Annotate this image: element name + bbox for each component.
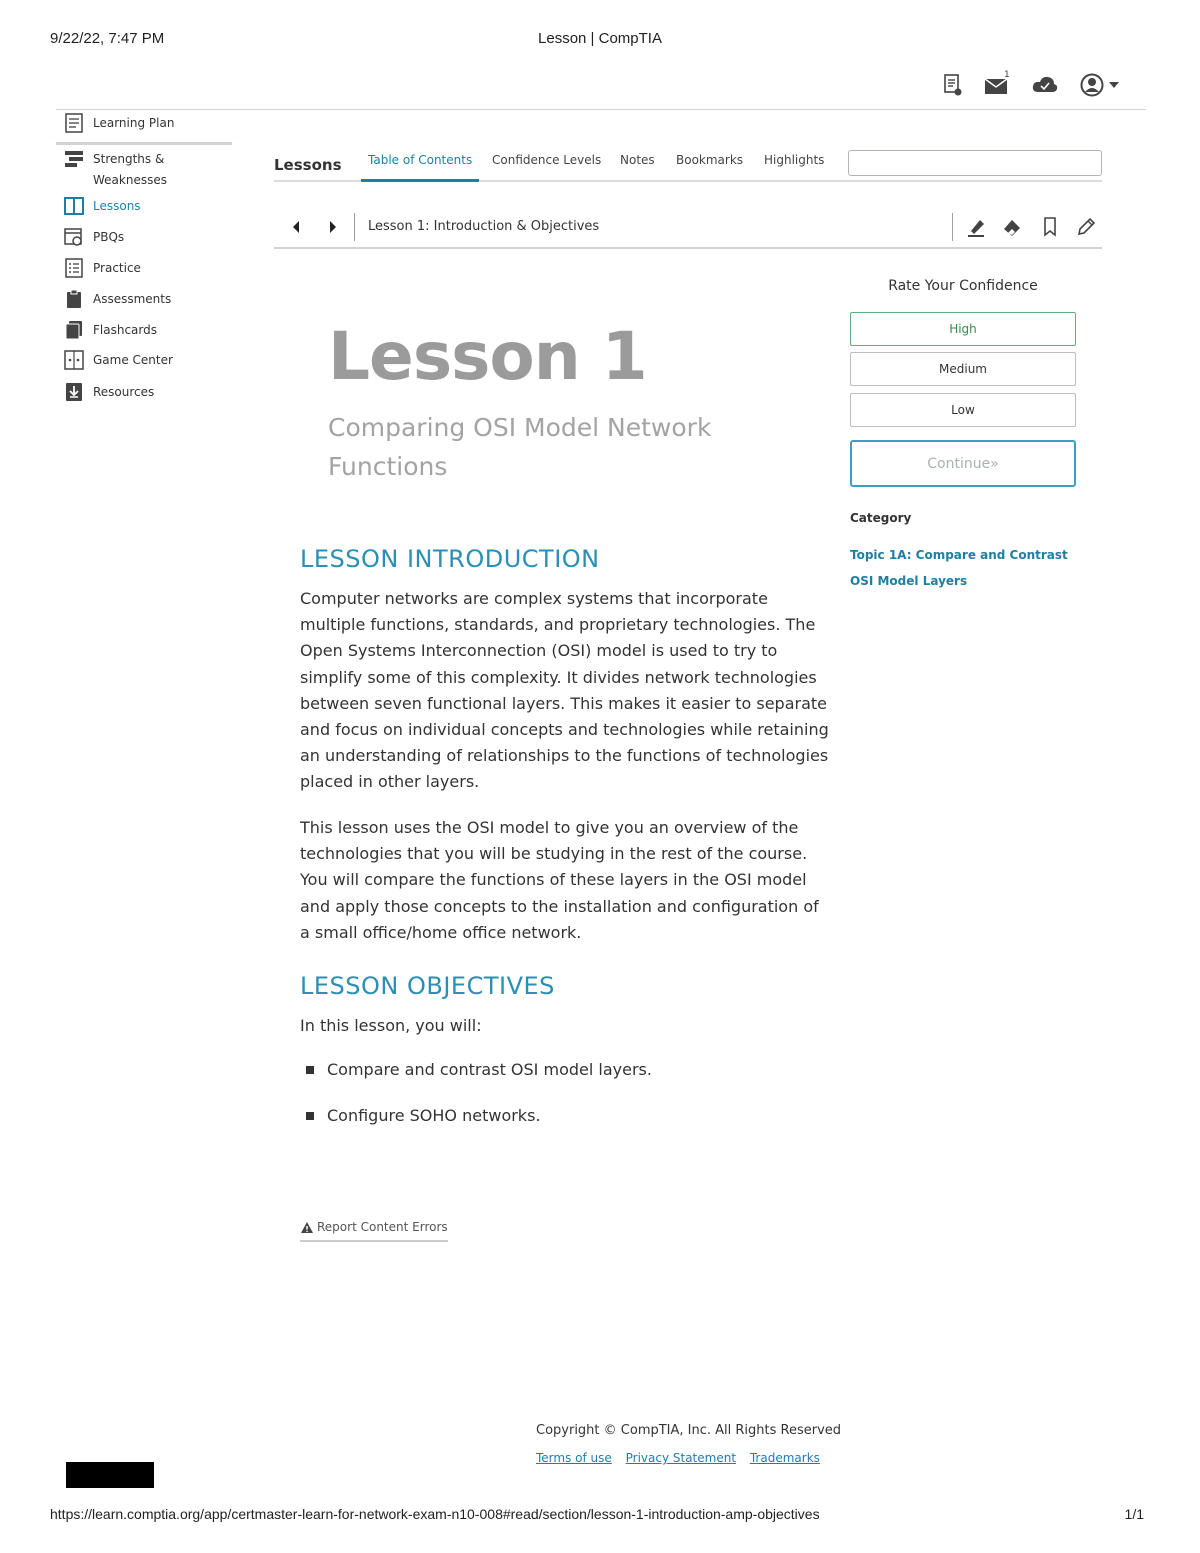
clipboard-icon: [64, 289, 84, 309]
tab-bookmarks[interactable]: Bookmarks: [676, 153, 744, 167]
category-label: Category: [850, 511, 912, 525]
objective-text: Compare and contrast OSI model layers.: [327, 1060, 652, 1079]
strengths-icon: [64, 149, 84, 169]
sidebar-item-label: Strengths & Weaknesses: [93, 152, 167, 187]
print-url: https://learn.comptia.org/app/certmaster-learn-for-network-exam-n10-008#read/section/lesson-1-introduction-amp-objectives: [50, 1506, 820, 1522]
learning-plan-icon: [64, 113, 84, 133]
sidebar-item-label: Assessments: [93, 292, 172, 306]
rate-confidence-title: Rate Your Confidence: [888, 278, 1038, 294]
tools-divider: [952, 213, 953, 241]
bookmark-icon[interactable]: [1038, 215, 1062, 239]
top-bar: [56, 64, 1146, 110]
practice-icon: [64, 258, 84, 278]
tab-confidence-levels[interactable]: Confidence Levels: [492, 153, 602, 167]
user-account-icon[interactable]: [1078, 70, 1124, 100]
game-icon: [64, 350, 84, 370]
inbox-badge: 1: [1004, 70, 1010, 80]
print-title: Lesson | CompTIA: [538, 30, 662, 47]
tab-notes[interactable]: Notes: [620, 153, 655, 167]
nav-divider: [354, 213, 355, 241]
sidebar-item-label: Learning Plan: [93, 116, 175, 130]
eraser-icon[interactable]: [1000, 215, 1024, 239]
lesson-tabs-bar: [274, 140, 1102, 182]
terms-of-use-link[interactable]: Terms of use: [536, 1451, 612, 1465]
confidence-medium-button[interactable]: Medium: [850, 352, 1076, 386]
sidebar-item-label: PBQs: [93, 230, 125, 244]
objective-text: Configure SOHO networks.: [327, 1106, 541, 1125]
inbox-icon[interactable]: [982, 70, 1012, 100]
download-icon: [64, 382, 84, 402]
sidebar-item-label: Practice: [93, 261, 141, 275]
footer-links: [536, 1451, 830, 1465]
intro-paragraph-1: Computer networks are complex systems that incorporate multiple functions, standards, and proprietary technologies. The Open Systems Interconnection (OSI) model is used to try to simplify some of this complexity. It divides network technologies between seven functional layers. This makes it easier to separate and focus on individual concepts and technologies while retaining an understanding of relationships to the functions of technologies placed in other layers.: [300, 589, 829, 792]
sidebar-item-lessons[interactable]: [64, 196, 141, 217]
objectives-intro: In this lesson, you will:: [300, 1016, 482, 1035]
sidebar-item-resources[interactable]: [64, 382, 154, 403]
bullet-icon: [306, 1066, 314, 1074]
trademarks-link[interactable]: Trademarks: [749, 1451, 820, 1465]
previous-button[interactable]: [286, 215, 306, 239]
lesson-section-title: Lesson 1: Introduction & Objectives: [368, 219, 600, 234]
list-item: [306, 1106, 541, 1125]
report-content-errors-link[interactable]: [300, 1220, 448, 1242]
lesson-subtitle: Comparing OSI Model Network Functions: [328, 413, 712, 481]
sidebar-item-strengths[interactable]: [64, 149, 183, 191]
confidence-low-button[interactable]: Low: [850, 393, 1076, 427]
section-title: Lessons: [274, 156, 342, 174]
print-date: 9/22/22, 7:47 PM: [50, 30, 165, 47]
sidebar-divider: [56, 142, 232, 145]
cloud-icon[interactable]: [1030, 70, 1060, 100]
sidebar-item-flashcards[interactable]: [64, 320, 157, 341]
privacy-statement-link[interactable]: Privacy Statement: [625, 1451, 737, 1465]
redacted-block: [66, 1462, 154, 1488]
sidebar-item-label: Game Center: [93, 353, 173, 367]
sidebar-item-learning-plan[interactable]: [64, 113, 174, 134]
bullet-icon: [306, 1112, 314, 1120]
objectives-heading: LESSON OBJECTIVES: [300, 972, 555, 1000]
report-label: Report Content Errors: [317, 1220, 448, 1234]
copyright-text: Copyright © CompTIA, Inc. All Rights Reserved: [536, 1423, 842, 1438]
list-item: [306, 1060, 652, 1079]
lesson-nav-bar: [274, 205, 1102, 249]
intro-paragraph-2: This lesson uses the OSI model to give you an overview of the technologies that you will be studying in the rest of the course. You will compare the functions of these layers in the OSI model and apply those concepts to the installation and configuration of a small office/home office network.: [300, 818, 819, 942]
pbq-icon: [64, 227, 84, 247]
sidebar-item-label: Flashcards: [93, 323, 157, 337]
continue-button[interactable]: Continue»: [850, 440, 1076, 487]
confidence-high-button[interactable]: High: [850, 312, 1076, 346]
search-input[interactable]: [848, 150, 1102, 176]
notes-icon[interactable]: [938, 70, 968, 100]
book-icon: [64, 196, 84, 216]
highlighter-icon[interactable]: [964, 215, 988, 239]
next-button[interactable]: [323, 215, 343, 239]
sidebar-item-game-center[interactable]: [64, 350, 173, 371]
warning-icon: [300, 1221, 314, 1234]
sidebar-item-pbqs[interactable]: [64, 227, 124, 248]
intro-heading: LESSON INTRODUCTION: [300, 545, 600, 573]
tab-highlights[interactable]: Highlights: [764, 153, 825, 167]
category-topic-link[interactable]: Topic 1A: Compare and Contrast OSI Model Layers: [850, 548, 1068, 588]
print-page-number: 1/1: [1124, 1506, 1144, 1522]
sidebar-item-label: Resources: [93, 385, 155, 399]
sidebar-item-assessments[interactable]: [64, 289, 171, 310]
tab-table-of-contents[interactable]: Table of Contents: [361, 153, 479, 182]
sidebar-item-practice[interactable]: [64, 258, 141, 279]
flashcard-icon: [64, 320, 84, 340]
lesson-number: Lesson 1: [328, 318, 647, 395]
pencil-icon[interactable]: [1074, 215, 1098, 239]
sidebar-item-label: Lessons: [93, 199, 141, 213]
